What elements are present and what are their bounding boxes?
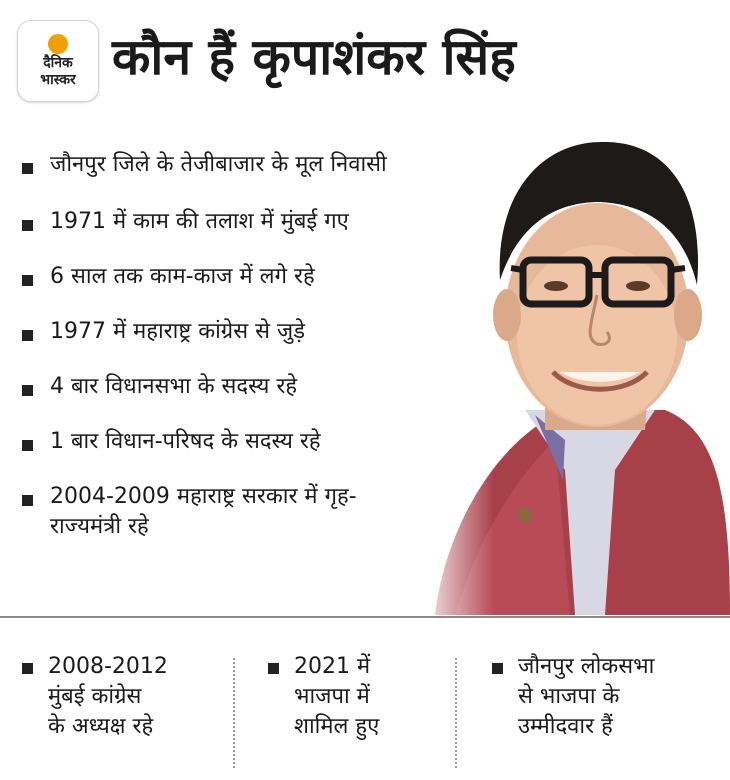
bullet-icon bbox=[492, 663, 503, 674]
fact-item: 1977 में महाराष्ट्र कांग्रेस से जुड़े bbox=[22, 317, 422, 347]
fact-item: 6 साल तक काम-काज में लगे रहे bbox=[22, 262, 422, 292]
bottom-fact-text: 2008-2012 मुंबई कांग्रेस के अध्यक्ष रहे bbox=[48, 654, 168, 739]
fact-item: जौनपुर जिले के तेजीबाजार के मूल निवासी bbox=[22, 150, 425, 180]
column-separator bbox=[455, 658, 457, 768]
fact-item: 2004-2009 महाराष्ट्र सरकार में गृह-राज्यमंत्री रहे bbox=[22, 482, 400, 542]
column-separator bbox=[233, 658, 235, 768]
bullet-icon bbox=[268, 663, 279, 674]
divider bbox=[0, 616, 730, 618]
bottom-fact-2 bbox=[268, 652, 443, 742]
fact-item: 4 बार विधानसभा के सदस्य रहे bbox=[22, 372, 422, 402]
logo-sun-icon bbox=[48, 34, 68, 54]
fact-item: 1971 में काम की तलाश में मुंबई गए bbox=[22, 207, 422, 237]
bottom-fact-1 bbox=[22, 652, 222, 742]
logo-text-line2: भास्कर bbox=[40, 72, 76, 88]
portrait-photo bbox=[415, 110, 730, 615]
dainik-bhaskar-logo bbox=[17, 20, 99, 102]
logo-text-line1: दैनिक bbox=[43, 55, 73, 71]
fact-item: 1 बार विधान-परिषद के सदस्य रहे bbox=[22, 427, 422, 457]
page-title: कौन हैं कृपाशंकर सिंह bbox=[112, 28, 516, 86]
bullet-icon bbox=[22, 663, 33, 674]
bottom-fact-text: 2021 में भाजपा में शामिल हुए bbox=[294, 654, 380, 739]
bottom-fact-3 bbox=[492, 652, 722, 742]
facts-list bbox=[22, 150, 422, 567]
bottom-fact-text: जौनपुर लोकसभा से भाजपा के उम्मीदवार हैं bbox=[518, 654, 655, 739]
